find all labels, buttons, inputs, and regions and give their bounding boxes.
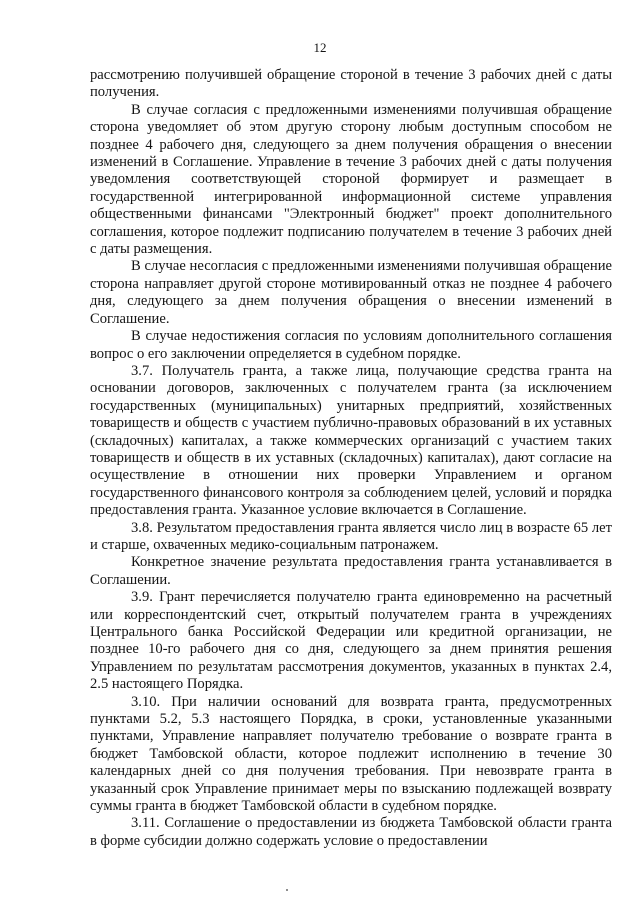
page-number: 12 — [313, 40, 327, 55]
paragraph-3-10: 3.10. При наличии оснований для возврата гранта, предусмотренных пунктами 5.2, 5.3 настоящего Порядка, в сроки, установленные указанными пунктами, Управление направляет получателю требование о возврате гранта в бюджет Тамбовской области, которое подлежит исполнению в течение 30 календарных дней со дня получения требования. При невозврате гранта в указанный срок Управление принимает меры по взысканию подлежащей возврату суммы гранта в бюджет Тамбовской области в судебном порядке. — [90, 693, 612, 815]
paragraph-3-11: 3.11. Соглашение о предоставлении из бюджета Тамбовской области гранта в форме субсидии должно содержать условие о предоставлении — [90, 815, 612, 849]
paragraph-agreement-consent: В случае согласия с предложенными изменениями получившая обращение сторона уведомляет об этом другую сторону любым доступным способом не позднее 4 рабочего дня, следующего за днем получения обращения о внесении изменений в Соглашение. Управление в течение 3 рабочих дней с даты получения уведомления соответствующей стороной формирует и размещает в государственной интегрированной информационной системе управления общественными финансами "Электронный бюджет" проект дополнительного соглашения, которое подлежит подписанию получателем в течение 3 рабочих дней с даты размещения. — [90, 101, 612, 258]
paragraph-result-value: Конкретное значение результата предоставления гранта устанавливается в Соглашении. — [90, 554, 612, 588]
scan-dot-mark — [286, 889, 288, 891]
paragraph-3-7: 3.7. Получатель гранта, а также лица, получающие средства гранта на основании договоров, заключенных с получателем гранта (за исключением государственных (муниципальных) унитарных предприятий, хозяйственных товариществ и обществ с участием публично-правовых образований в их уставных (складочных) капиталах, а также коммерческих организаций с участием таких товариществ и обществ в их уставных (складочных) капиталах), дают согласие на осуществление в отношении них проверки Управлением и органом государственного финансового контроля за соблюдением целей, условий и порядка предоставления гранта. Указанное условие включается в Соглашение. — [90, 362, 612, 519]
paragraph-continuation: рассмотрению получившей обращение стороной в течение 3 рабочих дней с даты получения. — [90, 67, 612, 101]
document-body — [90, 67, 612, 850]
paragraph-agreement-refusal: В случае несогласия с предложенными изменениями получившая обращение сторона направляет другой стороне мотивированный отказ не позднее 4 рабочего дня, следующего за днем получения обращения о внесении изменений в Соглашение. — [90, 258, 612, 327]
paragraph-3-8: 3.8. Результатом предоставления гранта является число лиц в возрасте 65 лет и старше, охваченных медико-социальным патронажем. — [90, 519, 612, 553]
paragraph-agreement-court: В случае недостижения согласия по условиям дополнительного соглашения вопрос о его заключении определяется в судебном порядке. — [90, 328, 612, 362]
paragraph-3-9: 3.9. Грант перечисляется получателю гранта единовременно на расчетный или корреспондентский счет, открытый получателем гранта в учреждениях Центрального банка Российской Федерации или кредитной организации, не позднее 10-го рабочего дня со дня, следующего за днем принятия решения Управлением по результатам рассмотрения документов, указанных в пунктах 2.4, 2.5 настоящего Порядка. — [90, 589, 612, 693]
